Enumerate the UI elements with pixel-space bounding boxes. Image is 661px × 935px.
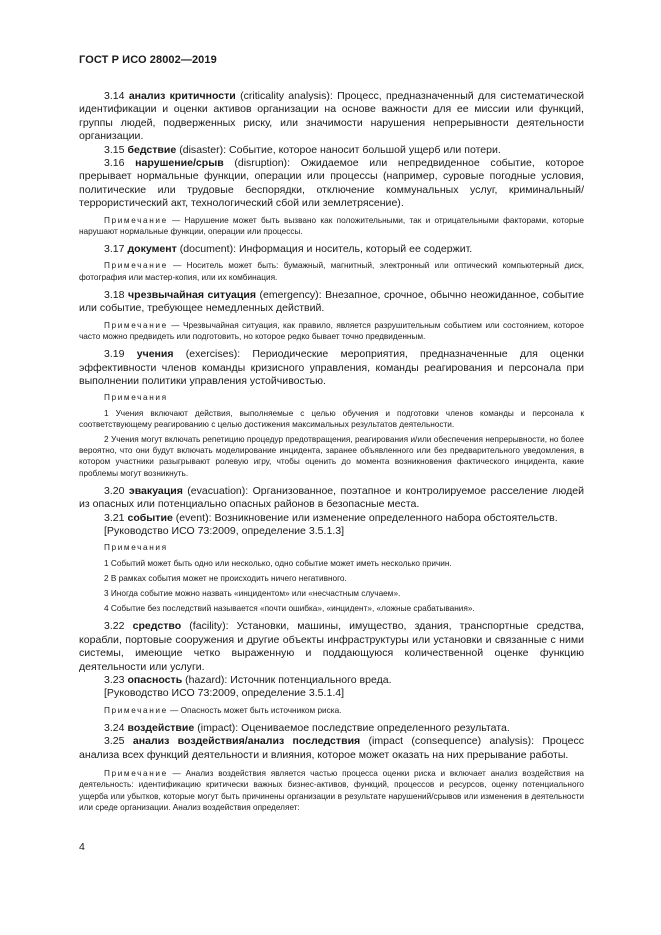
entry-3-19 [79, 348, 584, 388]
note-item: 3 Иногда событие можно назвать «инцидентом» или «несчастным случаем». [104, 588, 401, 598]
note-3-16 [79, 215, 584, 237]
note-item: 2 Учения могут включать репетицию процедур предотвращения, реагирования и/или обеспечения непрерывности, но более вероятно, что они будут включать моделирование инцидента, заранее объявленного или без предварительного уведомления, в котором участники разыгрывают ролевую игру, чтобы оценить до момента возникновения фактического инцидента, какие проблемы могут возникнуть. [79, 434, 584, 478]
note-item: 1 Учения включают действия, выполняемые с целью обучения и подготовки членов команды и персонала к соответствующему реагированию с целью достижения максимальных результатов деятельности. [79, 408, 584, 429]
entry-definition: (emergency): Внезапное, срочное, обычно неожиданное, событие или событие, требующее немедленных действий. [79, 288, 584, 315]
note-label: Примечание [104, 705, 168, 715]
note-3-17 [79, 260, 584, 282]
note-item: 4 Событие без последствий называется «почти ошибка», «инцидент», «ложные срабатывания». [104, 604, 475, 614]
entry-reference: [Руководство ИСО 73:2009, определение 3.5.1.3] [104, 524, 345, 537]
note-label: Примечание [104, 769, 168, 779]
entry-3-16 [79, 157, 584, 211]
entry-definition: (impact (consequence) analysis): Процесс анализа всех функций деятельности и влияния, которое может оказать на них прерывание работы. [79, 735, 584, 761]
entry-definition: (criticality analysis): Процесс, предназначенный для систематической идентификации и оценки активов организации на основе важности для ее миссии или функций, группы людей, подверженных риску, или значимости нарушения непрерывности деятельности организации. [79, 90, 584, 143]
entry-3-23 [79, 674, 584, 687]
notes-heading: Примечания [104, 543, 168, 553]
entry-term: анализ критичности [128, 90, 236, 102]
entry-definition: (exercises): Периодические мероприятия, предназначенные для оценки эффективности членов команды кризисного управления, команды реагирования и персонала при выполнении политики управления устойчивостью. [79, 348, 584, 387]
entry-number: 3.23 [104, 674, 125, 686]
note-text: — Чрезвычайная ситуация, как правило, является разрушительным событием или состоянием, которое часто можно предвидеть или подготовить, но которое редко бывает точно предвиденным. [79, 320, 584, 341]
note-text: — Нарушение может быть вызвано как положительными, так и отрицательными факторами, которые нарушают нормальные функции, операции или процессы. [79, 215, 584, 236]
entry-definition: (evacuation): Организованное, поэтапное и контролируемое расселение людей из опасных или потенциально опасных районов в безопасные места. [79, 484, 585, 511]
entry-definition: (document): Информация и носитель, который ее содержит. [176, 243, 473, 256]
entry-number: 3.22 [104, 620, 125, 633]
entry-3-21 [79, 512, 584, 525]
entry-number: 3.18 [104, 288, 125, 301]
entry-3-17 [79, 243, 584, 256]
note-3-18 [79, 320, 584, 342]
entry-number: 3.24 [104, 722, 125, 735]
entry-3-14 [79, 90, 584, 144]
entry-definition: (event): Возникновение или изменение определенного набора обстоятельств. [172, 511, 558, 524]
entry-term: анализ воздействия/анализ последствия [132, 735, 361, 748]
note-text: — Опасность может быть источником риска. [167, 705, 342, 715]
entry-reference: [Руководство ИСО 73:2009, определение 3.5.1.4] [104, 687, 345, 700]
note-text: — Анализ воздействия является частью процесса оценки риска и включает анализ воздействия на деятельность: идентификацию критически важных бизнес-активов, функций, процессов и ресурсов, оценку потенциального ущерба или убытков, которые могут быть причинены организации в результате нарушений/срывов или изменения в деятельности или среде организации. Анализ воздействия определяет: [79, 769, 584, 812]
page-header: ГОСТ Р ИСО 28002—2019 [79, 54, 217, 66]
page-number: 4 [79, 841, 85, 853]
entry-number: 3.20 [104, 484, 125, 497]
entry-number: 3.16 [104, 157, 125, 170]
entry-term: чрезвычайная ситуация [128, 288, 257, 301]
note-text: — Носитель может быть: бумажный, магнитный, электронный или оптический компьютерный диск, фотография или мастер-копия, или их комбинация. [79, 261, 584, 282]
note-label: Примечание [104, 261, 168, 271]
entry-definition: (impact): Оцениваемое последствие определенного результата. [194, 722, 510, 735]
entry-term: бедствие [127, 143, 177, 156]
entry-definition: (disruption): Ожидаемое или непредвиденное событие, которое прерывает нормальные функции, операции или процессы (например, суровые погодные условия, политические или трудовые беспорядки, отключение коммунальных услуг, криминальный/террористический акт, технологический сбой или землетрясение). [79, 157, 584, 210]
entry-term: нарушение/срыв [135, 157, 224, 170]
entry-number: 3.14 [104, 90, 125, 102]
entry-3-20 [79, 485, 584, 512]
entry-term: воздействие [127, 722, 195, 735]
note-label: Примечание [104, 320, 168, 330]
entry-number: 3.25 [104, 735, 125, 748]
entry-term: средство [132, 620, 182, 633]
entry-number: 3.19 [104, 348, 125, 361]
entry-definition: (facility): Установки, машины, имущество, здания, транспортные средства, корабли, портовые сооружения и другие объекты инфраструктуры или установки и связанные с ними системы, имеющие четко выраженную и поддающуюся количественной оценке функцию деятельности или услуги. [79, 620, 584, 673]
entry-3-22 [79, 620, 584, 674]
entry-3-18 [79, 289, 584, 316]
entry-term: документ [127, 243, 177, 256]
entry-term: событие [127, 511, 173, 524]
entry-definition: (hazard): Источник потенциального вреда. [182, 674, 392, 686]
note-item: 2 В рамках события может не происходить ничего негативного. [104, 573, 347, 583]
entry-term: учения [136, 348, 174, 361]
entry-number: 3.17 [104, 243, 125, 256]
note-label: Примечание [104, 215, 168, 225]
entry-definition: (disaster): Событие, которое наносит большой ущерб или потери. [176, 143, 501, 156]
entry-number: 3.21 [104, 511, 125, 524]
notes-heading: Примечания [104, 393, 168, 403]
entry-term: эвакуация [128, 484, 183, 497]
note-3-25 [79, 768, 584, 813]
entry-3-25 [79, 735, 584, 762]
note-3-23 [79, 705, 584, 716]
note-item: 1 Событий может быть одно или несколько, одно событие может иметь несколько причин. [104, 558, 452, 568]
entry-term: опасность [127, 674, 183, 686]
entry-number: 3.15 [104, 143, 125, 156]
entry-3-15 [79, 144, 584, 157]
entry-3-24 [79, 722, 584, 735]
page-content [79, 90, 584, 813]
